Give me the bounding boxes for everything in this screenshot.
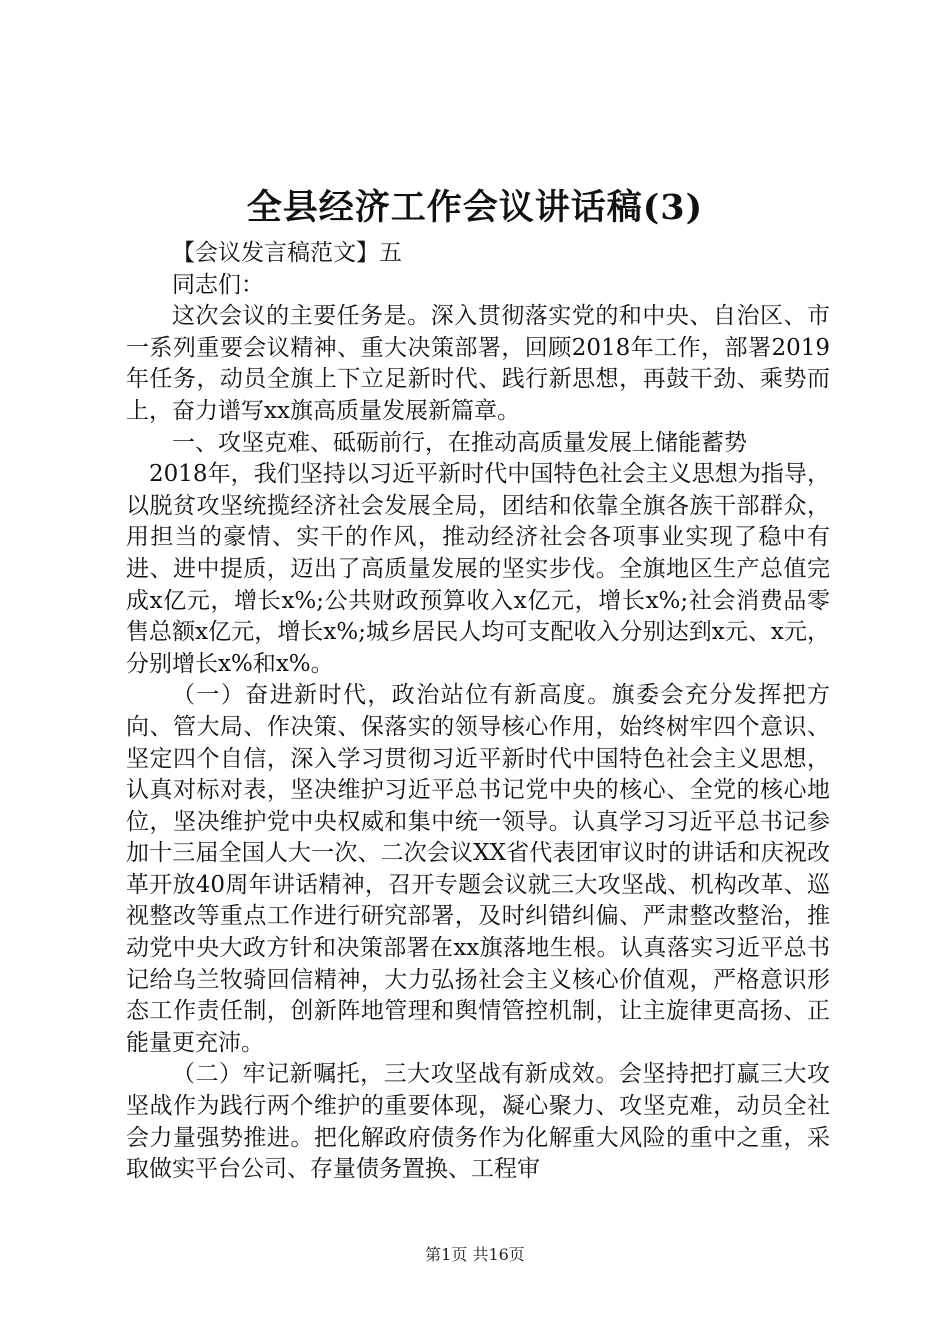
paragraph-salutation: 同志们： xyxy=(172,271,264,298)
paragraph-subsection-2: （二）牢记新嘱托，三大攻坚战有新成效。会坚持把打赢三大攻坚战作为践行两个维护的重要体现，凝心聚力、攻坚克难，动员全社会力量强势推进。把化解政府债务作为化解重大风险的重中之重，采取做实平台公司、存量债务置换、工程审 xyxy=(126,1061,830,1183)
section-heading-1: 一、攻坚克难、砥砺前行，在推动高质量发展上储能蓄势 xyxy=(172,429,747,456)
paragraph-intro: 这次会议的主要任务是。深入贯彻落实党的和中央、自治区、市一系列重要会议精神、重大决策部署，回顾2018年工作，部署2019年任务，动员全旗上下立足新时代、践行新思想，再鼓干劲、乘势而上，奋力谱写xx旗高质量发展新篇章。 xyxy=(126,303,830,424)
paragraph-source-tag: 【会议发言稿范文】五 xyxy=(172,240,402,266)
paragraph-2018-review: 2018年，我们坚持以习近平新时代中国特色社会主义思想为指导，以脱贫攻坚统揽经济社会发展全局，团结和依靠全旗各族干部群众，用担当的豪情、实干的作风，推动经济社会各项事业实现了稳中有进、进中提质，迈出了高质量发展的坚实步伐。全旗地区生产总值完成x亿元，增长x%;公共财政预算收入x亿元，增长x%;社会消费品零售总额x亿元，增长x%;城乡居民人均可支配收入分别达到x元、x元，分别增长x%和x%。 xyxy=(126,461,830,677)
paragraph-subsection-1: （一）奋进新时代，政治站位有新高度。旗委会充分发挥把方向、管大局、作决策、保落实的领导核心作用，始终树牢四个意识、坚定四个自信，深入学习贯彻习近平新时代中国特色社会主义思想，认真对标对表，坚决维护习近平总书记党中央的核心、全党的核心地位，坚决维护党中央权威和集中统一领导。认真学习习近平总书记参加十三届全国人大一次、二次会议XX省代表团审议时的讲话和庆祝改革开放40周年讲话精神，召开专题会议就三大攻坚战、机构改革、巡视整改等重点工作进行研究部署，及时纠错纠偏、严肃整改整治，推动党中央大政方针和决策部署在xx旗落地生根。认真落实习近平总书记给乌兰牧骑回信精神，大力弘扬社会主义核心价值观，严格意识形态工作责任制，创新阵地管理和舆情管控机制，让主旋律更高扬、正能量更充沛。 xyxy=(126,682,830,1056)
page-footer: 第1页 共16页 xyxy=(425,1245,525,1264)
document-body xyxy=(126,238,830,1186)
document-title: 全县经济工作会议讲话稿(3) xyxy=(246,187,704,228)
